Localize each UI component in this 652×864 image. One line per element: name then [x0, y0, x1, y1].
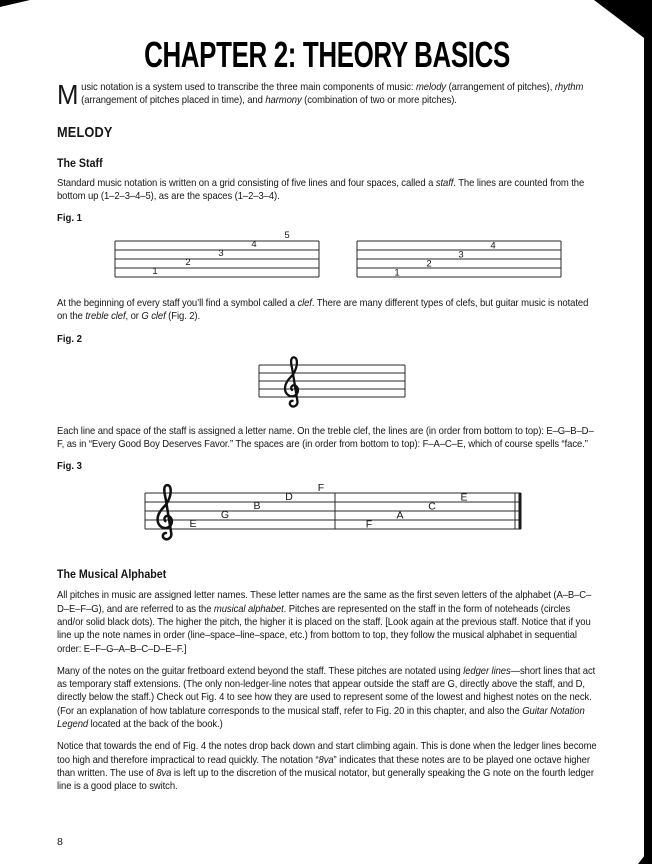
fig1-right-staff — [357, 241, 561, 279]
fig1-line-number: 2 — [185, 257, 191, 269]
staff-paragraph: Standard music notation is written on a grid consisting of five lines and four spaces, called a staff. The lines are counted from the bottom up (1–2–3–4–5), as are the spaces (1–2–3–4). — [57, 177, 585, 202]
fig3-figure — [143, 477, 597, 552]
fig1-staff-diagram — [113, 227, 563, 285]
fig1-label: Fig. 1 — [57, 213, 82, 225]
fig2-staff — [259, 357, 405, 406]
fig3-line-letter: E — [189, 518, 197, 531]
fig1-space-number: 4 — [490, 240, 496, 252]
scan-edge-artifact-right — [644, 0, 652, 864]
intro-text: usic notation is a system used to transcribe the three main components of music: melody (arrangement of pitches), rhythm (arrangement of pitches placed in time), and harmony (combination of two or more pitches). — [81, 82, 584, 107]
fig1-line-number: 3 — [218, 248, 224, 260]
alphabet-paragraph-3: Notice that towards the end of Fig. 4 the notes drop back down and start climbing again. This is done when the ledger lines become too high and therefore impractical to read quickly. The notation “8va” indicates that these notes are to be played one octave higher than written. The use of 8va is left up to the discretion of the musical notator, but generally speaking the G note on the fourth ledger line is a good place to switch. — [57, 741, 597, 793]
fig1-space-number: 2 — [426, 258, 432, 270]
clef-paragraph: At the beginning of every staff you’ll find a symbol called a clef. There are many different types of clefs, but guitar music is notated on the treble clef, or G clef (Fig. 2). — [57, 298, 589, 323]
scan-edge-artifact-top-left — [0, 0, 30, 7]
fig3-line-letter: B — [253, 500, 261, 513]
fig2-label: Fig. 2 — [57, 333, 82, 345]
fig3-line-letter: F — [317, 482, 325, 495]
page-content — [57, 0, 597, 794]
fig3-space-letter: E — [460, 491, 468, 504]
fig2-figure — [257, 347, 597, 418]
subheading-the-staff: The Staff — [57, 156, 103, 170]
fig2-staff-diagram — [257, 347, 407, 413]
chapter-title: CHAPTER 2: THEORY BASICS — [144, 34, 510, 75]
alphabet-paragraph-2: Many of the notes on the guitar fretboard extend beyond the staff. These pitches are notated using ledger lines—short lines that act as temporary staff extensions. (The only non-ledger-line notes that appear outside the staff are G, directly above the staff, and D, directly below the staff.) Check out Fig. 4 to see how they are used to represent some of the lowest and highest notes on the neck. (For an explanation of how tablature corresponds to the musical staff, refer to Fig. 20 in this chapter, and also the Guitar Notation Legend located at the back of the book.) — [57, 665, 596, 731]
scan-edge-artifact-bottom-right — [638, 846, 652, 864]
alphabet-paragraph-1: All pitches in music are assigned letter names. These letter names are the same as the first seven letters of the alphabet (A–B–C–D–E–F–G), and are referred to as the musical alphabet. Pitches are represented on the staff in the form of noteheads (circles and/or solid black dots). The higher the pitch, the higher it is placed on the staff. [Look again at the previous staff. Notice that if you line up the note names in order (line–space–line–space, etc.) from bottom to top, they follow the musical alphabet in sequential order: E–F–G–A–B–C–D–E–F.] — [57, 590, 592, 655]
letter-names-paragraph: Each line and space of the staff is assigned a letter name. On the treble clef, the lines are (in order from bottom to top): E–G–B–D–F, as in “Every Good Boy Deserves Favor.” The spaces are (in order from bottom to top): F–A–C–E, which of course spells “face.” — [57, 425, 594, 451]
fig3-line-letter: D — [285, 491, 293, 504]
fig3-label: Fig. 3 — [57, 461, 82, 473]
fig1-line-number: 5 — [284, 230, 290, 242]
fig1-space-number: 1 — [394, 267, 400, 279]
fig1-line-number: 4 — [251, 239, 257, 251]
fig3-space-letter: F — [365, 518, 373, 531]
fig3-space-letter: C — [428, 500, 436, 513]
fig1-left-staff — [115, 230, 319, 277]
fig3-line-letter: G — [220, 509, 230, 522]
fig3-space-letter: A — [396, 509, 404, 522]
fig1-figure — [113, 227, 597, 290]
fig1-space-number: 3 — [458, 249, 464, 261]
dropcap-letter: M — [57, 79, 79, 110]
fig3-staff — [145, 482, 521, 539]
subheading-musical-alphabet: The Musical Alphabet — [57, 568, 167, 582]
intro-paragraph — [57, 81, 597, 108]
fig3-staff-diagram — [143, 477, 528, 547]
scan-edge-artifact-top-right — [594, 0, 652, 44]
page-number: 8 — [57, 836, 63, 848]
section-heading-melody: MELODY — [57, 123, 113, 141]
fig1-line-number: 1 — [152, 266, 158, 278]
